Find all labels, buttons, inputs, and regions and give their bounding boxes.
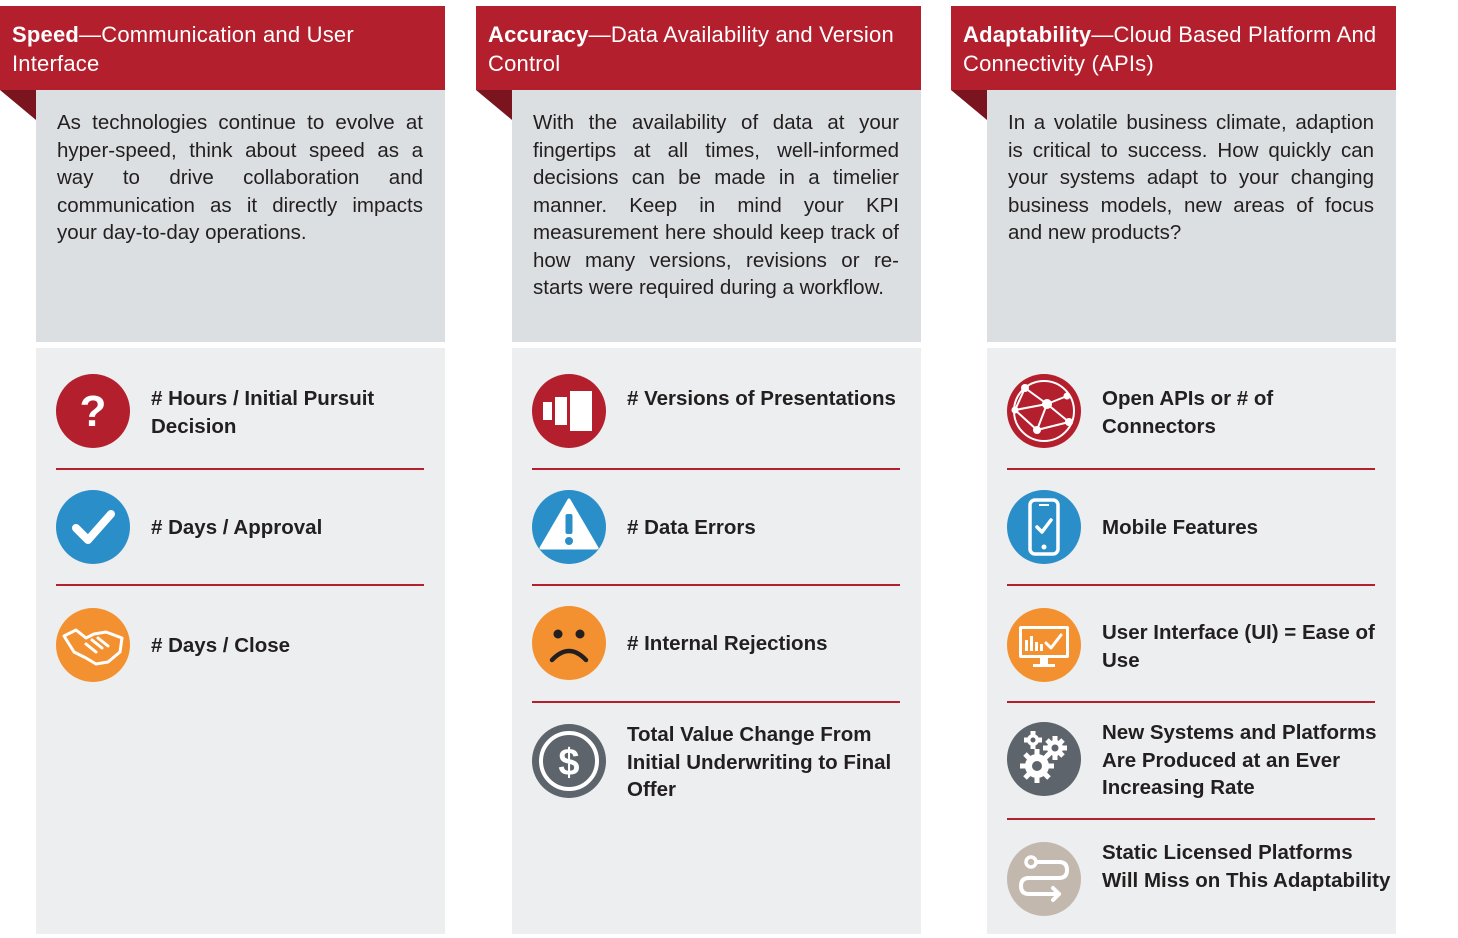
monitor-chart-icon — [1007, 608, 1081, 682]
adaptability-title-rest: —Cloud Based Platform And Connectivity (APIs) — [963, 22, 1377, 76]
gears-icon — [1007, 722, 1081, 796]
divider — [1007, 701, 1375, 703]
mobile-phone-icon — [1007, 490, 1081, 564]
versions-icon — [532, 374, 606, 448]
metric-label: # Data Errors — [627, 516, 756, 539]
divider — [56, 468, 424, 470]
speed-column — [0, 6, 445, 934]
metric-label: User Interface (UI) = Ease of Use — [1102, 621, 1375, 672]
handshake-icon — [56, 608, 130, 682]
adaptability-header — [951, 6, 1396, 90]
adaptability-metrics — [987, 348, 1396, 934]
checkmark-icon — [56, 490, 130, 564]
accuracy-title-bold: Accuracy — [488, 22, 589, 47]
speed-metrics — [36, 348, 445, 934]
divider — [1007, 818, 1375, 820]
divider — [532, 701, 900, 703]
divider — [1007, 584, 1375, 586]
metric-label: Mobile Features — [1102, 516, 1259, 539]
network-globe-icon — [1007, 374, 1081, 448]
warning-icon — [532, 490, 606, 564]
svg-text:$: $ — [558, 742, 580, 784]
metric-label: Static Licensed Platforms Will Miss on This Adaptability — [1102, 841, 1391, 892]
metric-label: New Systems and Platforms Are Produced at an Ever Increasing Rate — [1102, 721, 1377, 799]
metric-label: # Internal Rejections — [627, 632, 828, 655]
workflow-icon — [1007, 842, 1081, 916]
header-fold — [0, 90, 36, 120]
metric-label: # Versions of Presentations — [627, 387, 896, 410]
speed-description: As technologies continue to evolve at hyper-speed, think about speed as a way to drive collaboration and communication as it directly impacts your day-to-day operations. — [36, 90, 445, 342]
metric-label: Total Value Change From Initial Underwriting to Final Offer — [627, 723, 892, 801]
adaptability-description: In a volatile business climate, adaption is critical to success. How quickly can your systems adapt to your changing business models, new areas of focus and new products? — [987, 90, 1396, 342]
adaptability-title-bold: Adaptability — [963, 22, 1092, 47]
dollar-icon — [532, 724, 606, 798]
metric-label: # Days / Approval — [151, 516, 323, 539]
accuracy-description: With the availability of data at your fingertips at all times, well-informed decisions can be made in a timelier manner. Keep in mind your KPI measurement here should keep track of how many versions, revisions or re-starts were required during a workflow. — [512, 90, 921, 342]
divider — [56, 584, 424, 586]
speed-title-bold: Speed — [12, 22, 80, 47]
metric-label: # Days / Close — [151, 634, 291, 657]
accuracy-metrics — [512, 348, 921, 934]
accuracy-title-rest: —Data Availability and Version Control — [488, 22, 894, 76]
adaptability-column — [951, 6, 1396, 934]
accuracy-column — [476, 6, 921, 934]
speed-title-rest: —Communication and User Interface — [12, 22, 354, 76]
divider — [1007, 468, 1375, 470]
speed-header — [0, 6, 445, 90]
header-fold — [476, 90, 512, 120]
accuracy-header — [476, 6, 921, 90]
metric-label: Open APIs or # of Connectors — [1102, 387, 1274, 438]
divider — [532, 468, 900, 470]
header-fold — [951, 90, 987, 120]
svg-text:?: ? — [79, 387, 107, 436]
sad-face-icon — [532, 606, 606, 680]
metric-label: # Hours / Initial Pursuit Decision — [151, 387, 375, 438]
question-icon — [56, 374, 130, 448]
divider — [532, 584, 900, 586]
